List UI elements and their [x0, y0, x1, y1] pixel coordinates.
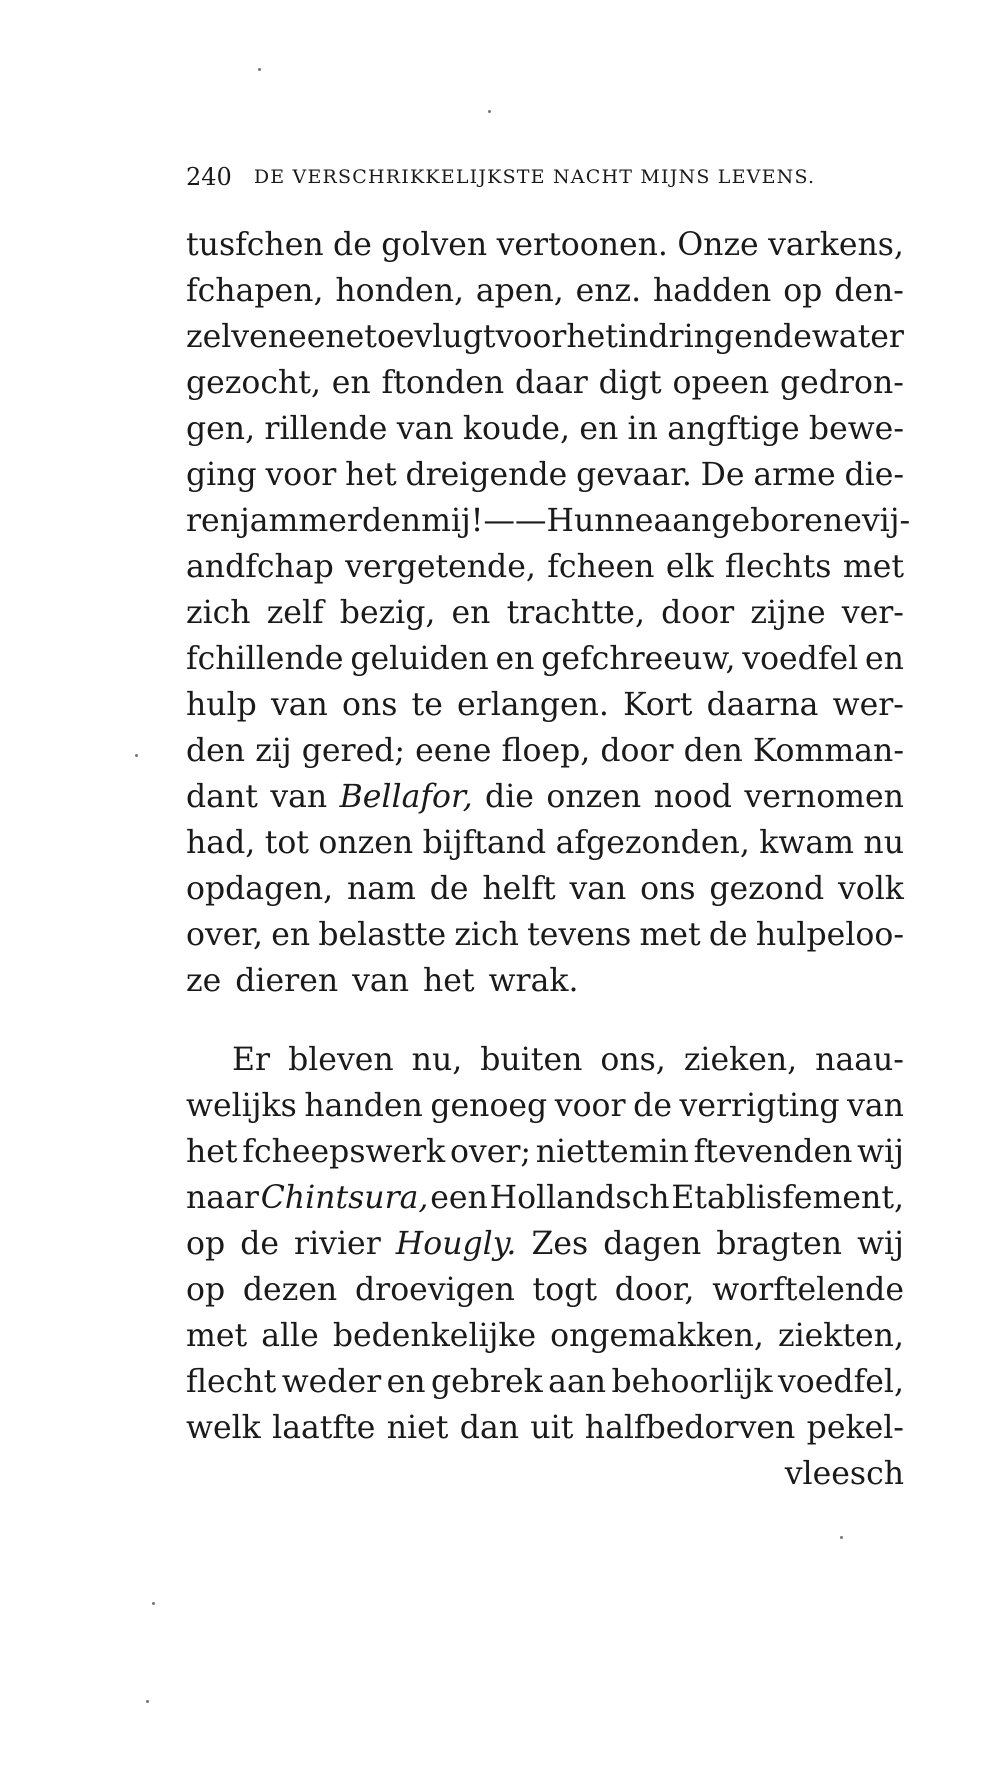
word: van: [270, 687, 328, 723]
word: eene: [415, 733, 492, 769]
word: nam: [346, 871, 416, 907]
word: nu,: [411, 1042, 463, 1078]
word: ren: [186, 503, 240, 539]
text-line: [186, 544, 904, 590]
word: op: [783, 273, 823, 309]
word: aan: [548, 1364, 607, 1400]
word: genoeg: [430, 1088, 548, 1124]
word: jammerden: [240, 503, 422, 539]
word: door: [661, 595, 735, 631]
text-line: [186, 682, 904, 728]
word: over,: [186, 917, 264, 953]
word: afgezonden,: [555, 825, 750, 861]
word: eene: [288, 319, 365, 355]
word: een: [430, 1180, 488, 1216]
word: volk: [837, 871, 904, 907]
word: en: [865, 641, 904, 677]
text-line: [186, 820, 904, 866]
word: en: [451, 595, 491, 631]
word: Etablisfement,: [671, 1180, 904, 1216]
word: tot: [264, 825, 309, 861]
word: Hougly.: [395, 1226, 517, 1262]
word: Bellafor,: [339, 779, 473, 815]
word: droevigen: [354, 1272, 515, 1308]
word: de: [429, 871, 469, 907]
text-line: [186, 866, 904, 912]
word: fchapen,: [186, 273, 324, 309]
word: togt: [532, 1272, 597, 1308]
word: den: [683, 733, 743, 769]
running-title: DE VERSCHRIKKELIJKSTE NACHT MIJNS LEVENS.: [253, 166, 816, 188]
word: ze: [186, 963, 222, 999]
word: opdagen,: [186, 871, 334, 907]
word: daarna: [706, 687, 819, 723]
word: ons: [341, 687, 398, 723]
scan-speck: [152, 1602, 155, 1605]
word: dagen: [603, 1226, 702, 1262]
word: Komman-: [752, 733, 904, 769]
word: wij: [857, 1134, 904, 1170]
word: daar: [515, 365, 588, 401]
word: Chintsura,: [260, 1180, 429, 1216]
word: van: [847, 1088, 904, 1124]
text-line: [186, 268, 904, 314]
word: weder: [281, 1364, 382, 1400]
paragraph-1: [186, 222, 911, 1004]
word: van: [270, 779, 328, 815]
word: Zes: [531, 1226, 589, 1262]
word: hadden: [653, 273, 772, 309]
text-line: [186, 774, 904, 820]
word: de: [333, 227, 372, 263]
word: met: [842, 549, 904, 585]
word: Er: [232, 1042, 271, 1078]
word: en: [331, 365, 371, 401]
word: hulpeloo-: [755, 917, 904, 953]
word: apen,: [475, 273, 564, 309]
word: andfchap: [186, 549, 334, 585]
word: welk: [186, 1410, 261, 1446]
word: wij: [857, 1226, 904, 1262]
word: zelf: [266, 595, 324, 631]
text-line: [186, 1267, 904, 1313]
word: naar: [186, 1180, 259, 1216]
word: gen,: [186, 411, 256, 447]
word: ons,: [600, 1042, 666, 1078]
text-line: [186, 1175, 904, 1221]
word: voor: [265, 457, 337, 493]
scan-speck: [258, 68, 261, 71]
word: gezocht,: [186, 365, 321, 401]
word: vij-: [861, 503, 911, 539]
scan-speck: [488, 110, 491, 113]
word: digt: [598, 365, 662, 401]
word: voedfel: [742, 641, 859, 677]
word: de: [633, 1088, 672, 1124]
word: laatfte: [272, 1410, 376, 1446]
word: bragten: [716, 1226, 843, 1262]
word: Hunne: [546, 503, 654, 539]
word: flechts: [725, 549, 832, 585]
word: niet: [386, 1410, 449, 1446]
word: flecht: [186, 1364, 277, 1400]
text-line: [186, 728, 904, 774]
catchword: vleesch: [784, 1456, 904, 1492]
word: naau-: [815, 1042, 904, 1078]
word: mij!: [421, 503, 484, 539]
word: water: [811, 319, 904, 355]
word: honden,: [335, 273, 464, 309]
word: worftelende: [712, 1272, 904, 1308]
word: wer-: [832, 687, 904, 723]
word: ——: [483, 503, 547, 539]
word: pekel-: [806, 1410, 904, 1446]
word: in: [627, 411, 658, 447]
text-line: [186, 1129, 904, 1175]
word: koude,: [462, 411, 571, 447]
word: zij: [255, 733, 292, 769]
word: die-: [844, 457, 904, 493]
word: ver-: [841, 595, 904, 631]
word: voor: [495, 319, 567, 355]
page-number: 240: [186, 163, 232, 191]
word: dezen: [242, 1272, 338, 1308]
word: gezond: [709, 871, 825, 907]
word: bedenkelijke: [332, 1318, 537, 1354]
text-line: [186, 1405, 904, 1451]
word: de: [240, 1226, 279, 1262]
word: dreigende: [405, 457, 568, 493]
word: Hollandsch: [489, 1180, 670, 1216]
word: gered;: [301, 733, 406, 769]
text-line: [186, 1359, 904, 1405]
word: zelven: [186, 319, 289, 355]
word: van: [352, 963, 409, 999]
word: en: [271, 917, 311, 953]
word: dant: [186, 779, 258, 815]
word: De: [700, 457, 745, 493]
word: niettemin: [535, 1134, 689, 1170]
text-line: [186, 498, 911, 544]
word: zich: [454, 917, 519, 953]
word: vernomen: [744, 779, 904, 815]
word: met: [639, 917, 701, 953]
word: angftige: [667, 411, 800, 447]
paragraph-2: [186, 1037, 904, 1497]
text-line: [186, 452, 904, 498]
text-line: [186, 636, 904, 682]
word: floep,: [501, 733, 591, 769]
scan-speck: [840, 1536, 843, 1539]
word: bleven: [288, 1042, 394, 1078]
word: onzen: [318, 825, 414, 861]
word: kwam: [759, 825, 854, 861]
word: voor: [554, 1088, 626, 1124]
word: Kort: [623, 687, 693, 723]
word: ons: [640, 871, 696, 907]
word: handen: [304, 1088, 423, 1124]
word: belastte: [318, 917, 447, 953]
word: den-: [834, 273, 904, 309]
word: had,: [186, 825, 256, 861]
word: aangeborene: [653, 503, 862, 539]
word: op: [186, 1226, 226, 1262]
word: gevaar.: [576, 457, 692, 493]
word: onzen: [546, 779, 642, 815]
word: toevlugt: [364, 319, 496, 355]
word: ongemakken,: [550, 1318, 764, 1354]
text-line: [186, 406, 904, 452]
word: erlangen.: [457, 687, 609, 723]
word: die: [485, 779, 534, 815]
word: te: [411, 687, 443, 723]
word: fcheen: [547, 549, 655, 585]
word: rivier: [294, 1226, 381, 1262]
word: geluiden: [350, 641, 489, 677]
text-line: [186, 1037, 904, 1083]
word: halfbedorven: [584, 1410, 796, 1446]
word: indringende: [617, 319, 812, 355]
scan-speck: [146, 1700, 149, 1703]
word: ftevenden: [693, 1134, 853, 1170]
word: de: [708, 917, 748, 953]
word: voedfel,: [778, 1364, 904, 1400]
word: ftonden: [381, 365, 505, 401]
word: den: [186, 733, 246, 769]
word: nood: [653, 779, 732, 815]
word: gebrek: [430, 1364, 543, 1400]
word: tusfchen: [186, 227, 324, 263]
text-line: [186, 1221, 904, 1267]
word: trachtte,: [506, 595, 645, 631]
word: van: [569, 871, 627, 907]
word: elk: [665, 549, 714, 585]
word: fchillende: [186, 641, 344, 677]
word: vergetende,: [345, 549, 536, 585]
word: Onze: [677, 227, 759, 263]
text-line: [186, 912, 904, 958]
word: golven: [381, 227, 488, 263]
word: enz.: [575, 273, 642, 309]
text-line: [186, 590, 904, 636]
word: alle: [261, 1318, 319, 1354]
running-header: [186, 163, 896, 194]
word: verrigting: [679, 1088, 840, 1124]
text-line: [186, 958, 904, 1004]
word: van: [396, 411, 454, 447]
text-line: [186, 1083, 904, 1129]
word: ziekten,: [777, 1318, 904, 1354]
text-line: [186, 1313, 904, 1359]
word: welijks: [186, 1088, 297, 1124]
word: arme: [753, 457, 836, 493]
word: fcheepswerk: [242, 1134, 446, 1170]
word: het: [345, 457, 397, 493]
word: het: [423, 963, 475, 999]
word: met: [186, 1318, 248, 1354]
word: opeen: [672, 365, 770, 401]
word: bijftand: [422, 825, 547, 861]
word: wrak.: [488, 963, 579, 999]
word: helft: [482, 871, 556, 907]
word: het: [566, 319, 618, 355]
word: door: [600, 733, 674, 769]
word: bezig,: [339, 595, 436, 631]
word: gedron-: [780, 365, 904, 401]
word: hulp: [186, 687, 257, 723]
word: dan: [459, 1410, 520, 1446]
word: gefchreeuw,: [541, 641, 736, 677]
text-line: [186, 360, 904, 406]
word: ging: [186, 457, 257, 493]
word: behoorlijk: [611, 1364, 773, 1400]
text-line: [186, 314, 904, 360]
word: nu: [863, 825, 904, 861]
word: tevens: [527, 917, 632, 953]
word: dieren: [235, 963, 339, 999]
word: op: [186, 1272, 226, 1308]
word: rillende: [264, 411, 388, 447]
word: over;: [449, 1134, 532, 1170]
scan-speck: [135, 754, 138, 757]
word: zijne: [750, 595, 826, 631]
word: zieken,: [683, 1042, 798, 1078]
word: het: [186, 1134, 238, 1170]
catchword-line: [186, 1451, 904, 1497]
word: bewe-: [808, 411, 904, 447]
word: buiten: [480, 1042, 583, 1078]
word: uit: [530, 1410, 574, 1446]
word: en: [386, 1364, 426, 1400]
word: varkens,: [768, 227, 904, 263]
word: en: [495, 641, 535, 677]
word: vertoonen.: [496, 227, 668, 263]
word: door,: [614, 1272, 695, 1308]
word: zich: [186, 595, 251, 631]
text-line: [186, 222, 904, 268]
word: en: [579, 411, 619, 447]
